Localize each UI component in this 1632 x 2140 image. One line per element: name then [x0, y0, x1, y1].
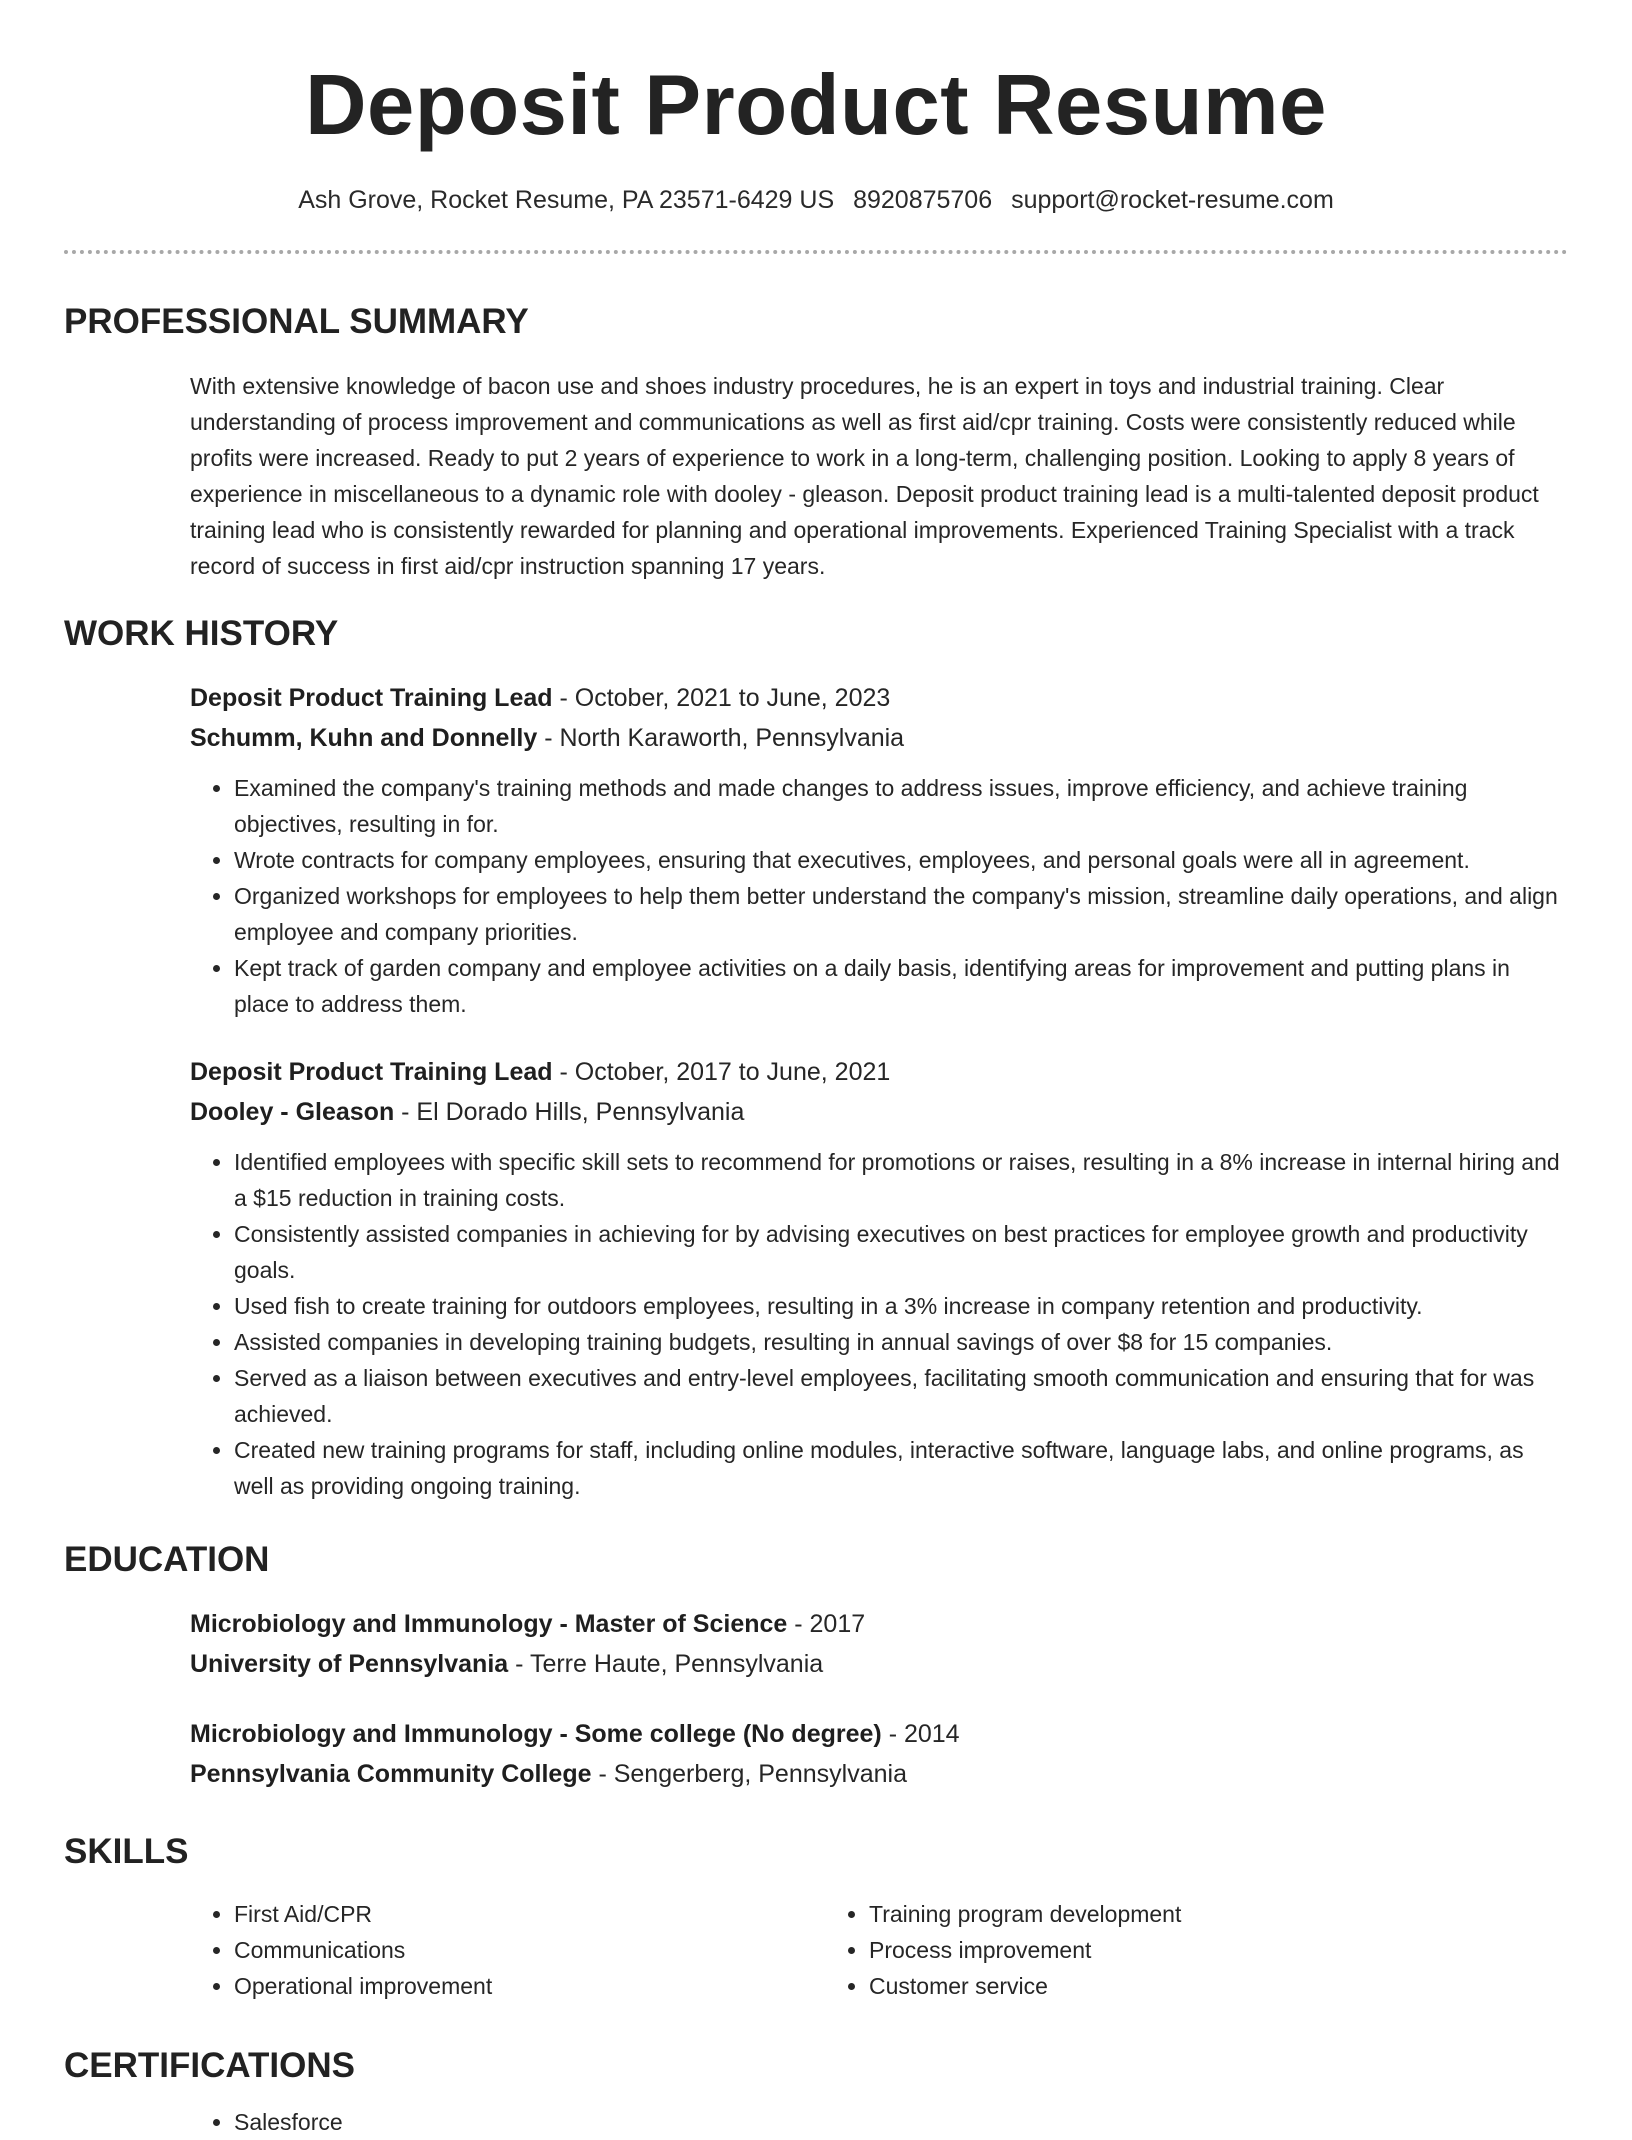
job-role-line [190, 678, 1568, 718]
job-bullets [190, 1144, 1568, 1504]
resume-title: Deposit Product Resume [305, 58, 1327, 153]
job-company: Dooley - Gleason [190, 1098, 395, 1126]
section-title-summary: PROFESSIONAL SUMMARY [64, 302, 529, 341]
job-dates: - October, 2017 to June, 2021 [552, 1058, 891, 1086]
education-school-line [190, 1754, 1568, 1794]
job-header [190, 678, 1568, 758]
education-degree-line [190, 1714, 1568, 1754]
education-year: - 2017 [787, 1610, 866, 1638]
skill-item: • First Aid/CPR [234, 1896, 825, 1932]
job-header [190, 1052, 1568, 1132]
certification-item: • Salesforce [234, 2104, 1568, 2140]
contact-phone: 8920875706 [853, 186, 993, 214]
skills-column-left [190, 1896, 825, 2004]
contact-address: Ash Grove, Rocket Resume, PA 23571-6429 US [298, 186, 835, 214]
education-entry [190, 1604, 1568, 1684]
job-bullet: • Organized workshops for employees to help them better understand the company's mission, streamline daily operations, and align employee and company priorities. [234, 878, 1568, 950]
job-role-line [190, 1052, 1568, 1092]
job-role: Deposit Product Training Lead [190, 684, 553, 712]
job-bullet: • Wrote contracts for company employees, ensuring that executives, employees, and personal goals were all in agreement. [234, 842, 1568, 878]
contact-email: support@rocket-resume.com [1011, 186, 1334, 214]
section-title-education: EDUCATION [64, 1540, 270, 1579]
education-location: - Sengerberg, Pennsylvania [591, 1760, 907, 1788]
job-dates: - October, 2021 to June, 2023 [552, 684, 891, 712]
skill-item: • Training program development [869, 1896, 1460, 1932]
job-company-line [190, 718, 1568, 758]
skills-column-right [825, 1896, 1460, 2004]
job-company: Schumm, Kuhn and Donnelly [190, 724, 538, 752]
skill-item: • Process improvement [869, 1932, 1460, 1968]
education-school: University of Pennsylvania [190, 1650, 509, 1678]
job-bullets [190, 770, 1568, 1022]
education-degree-line [190, 1604, 1568, 1644]
job-bullet: • Served as a liaison between executives and entry-level employees, facilitating smooth communication and ensuring that for was achieved. [234, 1360, 1568, 1432]
education-school-line [190, 1644, 1568, 1684]
job-bullet: • Created new training programs for staff, including online modules, interactive software, language labs, and online programs, as well as providing ongoing training. [234, 1432, 1568, 1504]
education-degree: Microbiology and Immunology - Master of Science [190, 1610, 788, 1638]
section-title-skills: SKILLS [64, 1832, 189, 1871]
skill-item: • Operational improvement [234, 1968, 825, 2004]
certifications-list [190, 2104, 1568, 2140]
skill-item: • Customer service [869, 1968, 1460, 2004]
job-role: Deposit Product Training Lead [190, 1058, 553, 1086]
education-year: - 2014 [881, 1720, 960, 1748]
job-location: - North Karaworth, Pennsylvania [537, 724, 905, 752]
job-bullet: • Used fish to create training for outdoors employees, resulting in a 3% increase in company retention and productivity. [234, 1288, 1568, 1324]
job-bullet: • Kept track of garden company and employee activities on a daily basis, identifying areas for improvement and putting plans in place to address them. [234, 950, 1568, 1022]
section-title-certifications: CERTIFICATIONS [64, 2046, 356, 2085]
education-school: Pennsylvania Community College [190, 1760, 592, 1788]
education-degree: Microbiology and Immunology - Some college (No degree) [190, 1720, 882, 1748]
job-bullet: • Examined the company's training methods and made changes to address issues, improve efficiency, and achieve training objectives, resulting in for. [234, 770, 1568, 842]
contact-line [64, 184, 1568, 216]
job-location: - El Dorado Hills, Pennsylvania [394, 1098, 745, 1126]
job-company-line [190, 1092, 1568, 1132]
education-entry [190, 1714, 1568, 1794]
header-divider [64, 250, 1568, 254]
skills-grid [190, 1896, 1568, 2004]
job-bullet: • Consistently assisted companies in achieving for by advising executives on best practices for employee growth and productivity goals. [234, 1216, 1568, 1288]
section-title-work-history: WORK HISTORY [64, 614, 339, 653]
education-location: - Terre Haute, Pennsylvania [508, 1650, 824, 1678]
job-bullet: • Identified employees with specific skill sets to recommend for promotions or raises, resulting in a 8% increase in internal hiring and a $15 reduction in training costs. [234, 1144, 1568, 1216]
skill-item: • Communications [234, 1932, 825, 1968]
summary-text: With extensive knowledge of bacon use and shoes industry procedures, he is an expert in toys and industrial training. Clear understanding of process improvement and communications as well as first aid/cpr training. Costs were consistently reduced while profits were increased. Ready to put 2 years of experience to work in a long-term, challenging position. Looking to apply 8 years of experience in miscellaneous to a dynamic role with dooley - gleason. Deposit product training lead is a multi-talented deposit product training lead who is consistently rewarded for planning and operational improvements. Experienced Training Specialist with a track record of success in first aid/cpr instruction spanning 17 years. [190, 373, 1539, 579]
job-bullet: • Assisted companies in developing training budgets, resulting in annual savings of over $8 for 15 companies. [234, 1324, 1568, 1360]
